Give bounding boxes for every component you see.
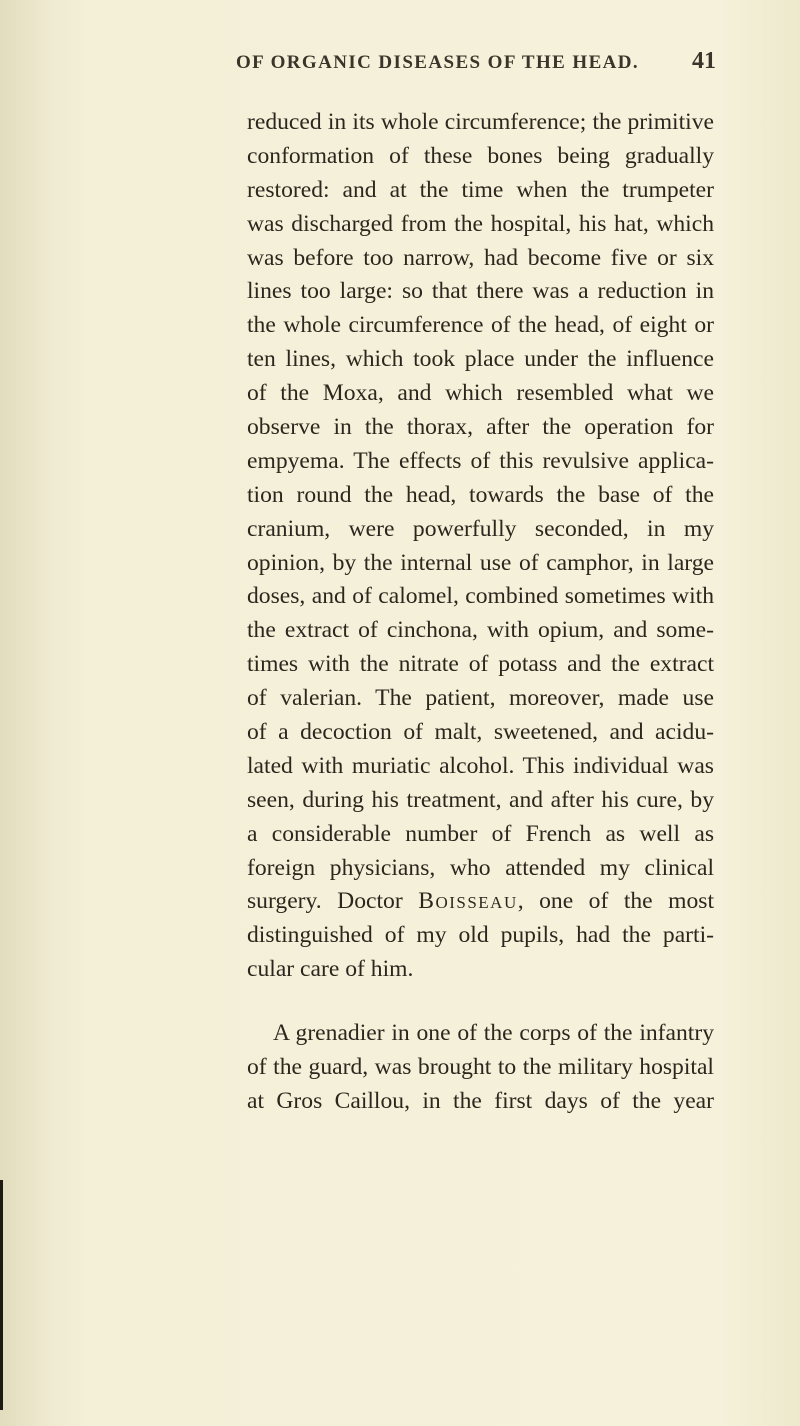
text-line: distinguished of my old pupils, had the parti- [247,922,714,949]
text-line: the extract of cinchona, with opium, and some- [247,617,714,644]
text-line: times with the nitrate of potass and the extract [247,651,714,678]
paragraph [247,106,714,987]
text-line: seen, during his treatment, and after his cure, by [247,786,714,813]
text-line: of a decoction of malt, sweetened, and acidu- [247,719,714,746]
text-line-with-name [247,885,714,919]
running-head [236,48,716,82]
running-title: OF ORGANIC DISEASES OF THE HEAD. [236,52,640,73]
text-line: was discharged from the hospital, his hat, which [247,210,714,237]
page-number: 41 [692,48,716,74]
author-name-boisseau: Boisseau [418,888,518,915]
text-line: observe in the thorax, after the operation for [247,414,714,441]
text-line: ten lines, which took place under the influence [247,346,714,373]
text-line: conformation of these bones being gradually [247,142,714,169]
body-text [247,106,714,1119]
text-line: tion round the head, towards the base of the [247,481,714,508]
text-line: lated with muriatic alcohol. This individual was [247,752,714,779]
text-line: restored: and at the time when the trumpeter [247,176,714,203]
paragraph [247,1017,714,1119]
text-line: reduced in its whole circumference; the primitive [247,109,714,135]
text-line: cular care of him. [247,956,414,983]
paragraph-gap [247,987,714,1017]
text-line: a considerable number of French as well as [247,820,714,847]
text-line: empyema. The effects of this revulsive applica- [247,447,714,474]
text-line: opinion, by the internal use of camphor, in large [247,549,714,576]
text-line: the whole circumference of the head, of eight or [247,312,714,339]
page-edge-mark [0,1180,3,1410]
page-gutter-shadow [0,0,90,1426]
text-line: A grenadier in one of the corps of the infantry [273,1020,714,1047]
text-line: of the guard, was brought to the military hospital [247,1054,714,1081]
text-line: lines too large: so that there was a reduction in [247,278,714,305]
text-line: of the Moxa, and which resembled what we [247,380,714,407]
text-line: at Gros Caillou, in the first days of the year [247,1087,714,1114]
text-line: foreign physicians, who attended my clinical [247,854,714,881]
text-line: of valerian. The patient, moreover, made use [247,685,714,712]
text-line: was before too narrow, had become five or six [247,244,714,271]
text-fragment: , one of the most [517,888,715,915]
text-fragment: surgery. Doctor [247,888,419,915]
text-line: doses, and of calomel, combined sometimes with [247,583,714,610]
text-line: cranium, were powerfully seconded, in my [247,515,714,542]
